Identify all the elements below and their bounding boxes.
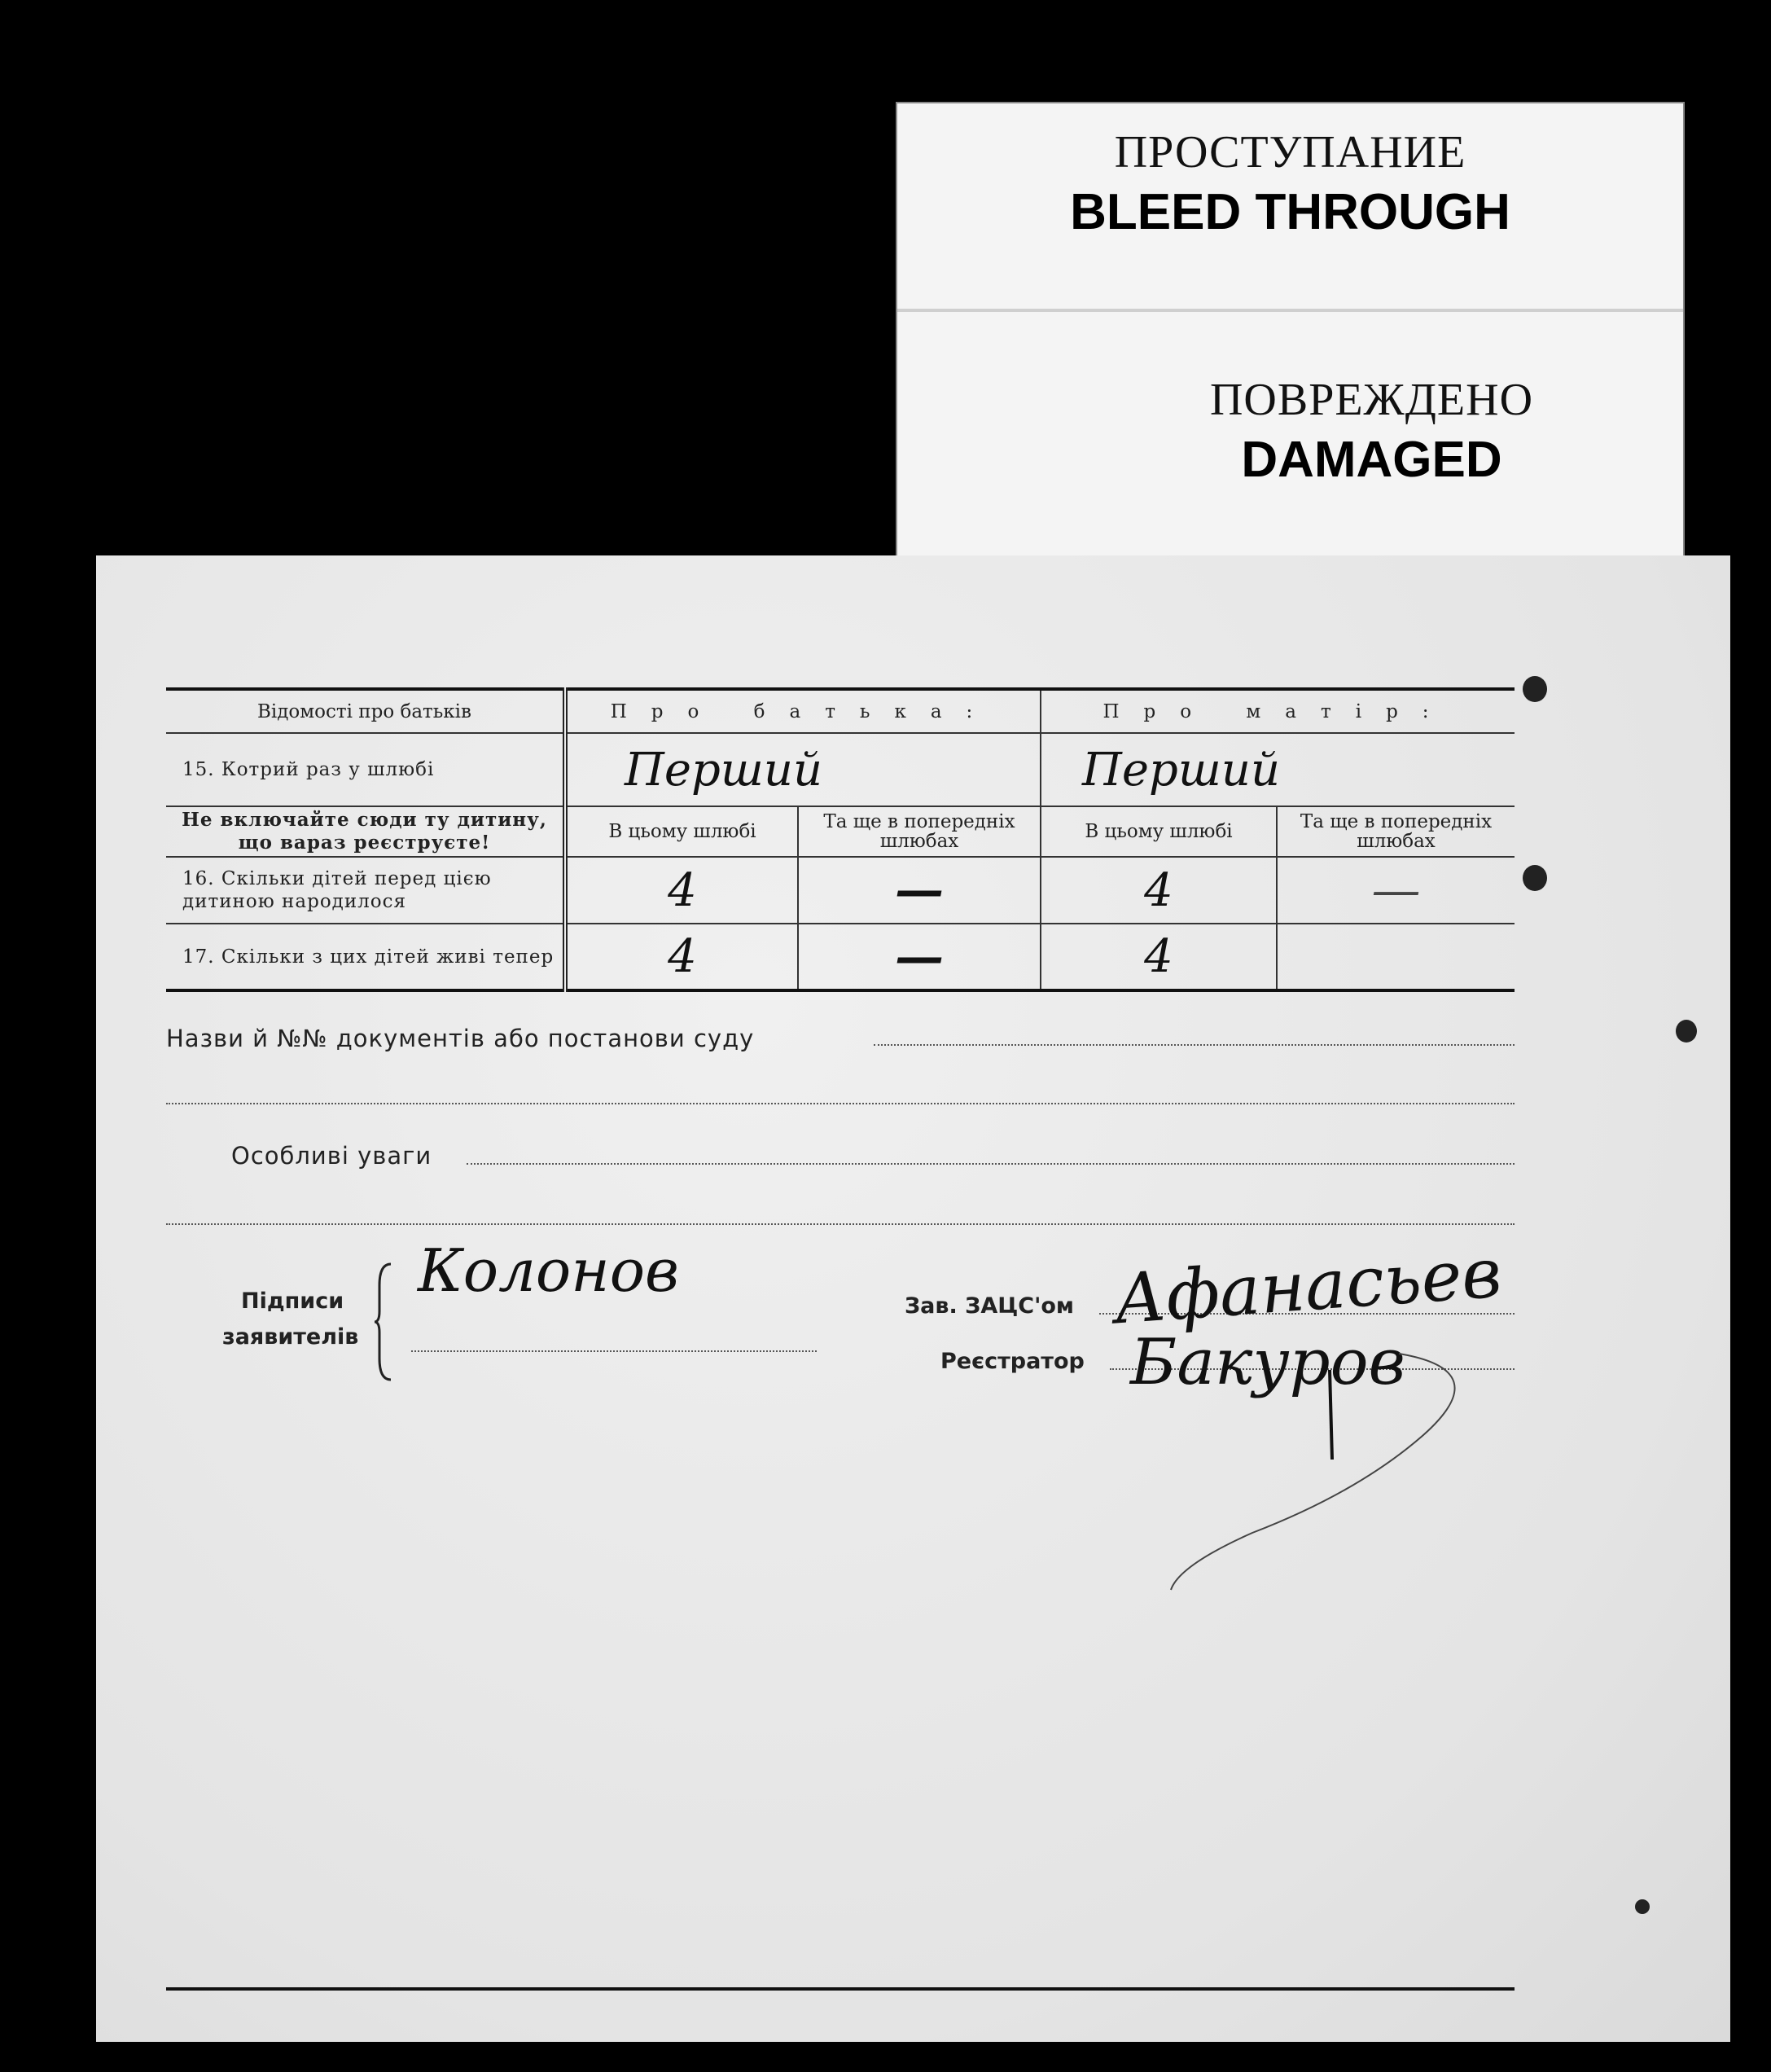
subheader-mother-prev: Та ще в попередніх шлюбах — [1277, 806, 1515, 857]
table-row-17 — [166, 924, 1515, 990]
damage-mark — [1635, 1899, 1650, 1914]
subheader-mother-this: В цьому шлюбі — [1041, 806, 1277, 857]
bleed-through-en: BLEED THROUGH — [1070, 184, 1510, 240]
row16-mother-prev: — — [1371, 862, 1421, 919]
row16-father-this: 4 — [668, 863, 697, 917]
head-label: Зав. ЗАЦС'ом — [905, 1293, 1074, 1319]
signature-flourish — [1155, 1337, 1497, 1598]
parents-info-table — [166, 687, 1515, 992]
row15-father-value: Перший — [625, 743, 823, 797]
row16-mother-this-cell — [1041, 857, 1277, 924]
row16-label: 16. Скільки дітей перед цією дитиною народилося — [166, 857, 565, 924]
header-father: Про батька: — [565, 689, 1041, 733]
documents-line-2 — [166, 1103, 1515, 1104]
row17-father-this-cell — [565, 924, 798, 990]
binder-hole — [1523, 865, 1547, 891]
row17-mother-this: 4 — [1144, 930, 1173, 983]
remarks-line-1 — [467, 1163, 1515, 1165]
applicants-label-1: Підписи — [241, 1288, 344, 1314]
row17-label: 17. Скільки з цих дітей живі тепер — [166, 924, 565, 990]
row16-father-prev: — — [895, 862, 944, 919]
table-header-row — [166, 689, 1515, 733]
applicant-signature-line — [411, 1350, 817, 1352]
row15-father-cell — [565, 733, 1041, 806]
damage-notice-card — [896, 102, 1685, 561]
registry-form-page — [96, 555, 1730, 2042]
head-signature: Афанасьев — [1111, 1232, 1505, 1340]
subheader-note: Не включайте сюди ту дитину, що вараз реєструєте! — [166, 806, 565, 857]
table-row-16 — [166, 857, 1515, 924]
header-mother: Про матір: — [1041, 689, 1515, 733]
header-parents-info: Відомості про батьків — [166, 689, 565, 733]
bottom-rule — [166, 1987, 1515, 1991]
subheader-father-this: В цьому шлюбі — [565, 806, 798, 857]
damaged-ru: ПОВРЕЖДЕНО — [1209, 375, 1534, 425]
damaged-en: DAMAGED — [1241, 432, 1502, 488]
row16-mother-this: 4 — [1144, 863, 1173, 917]
table-subheader-row — [166, 806, 1515, 857]
row15-mother-cell — [1041, 733, 1515, 806]
row17-father-this: 4 — [668, 930, 697, 983]
row15-label: 15. Котрий раз у шлюбі — [166, 733, 565, 806]
binder-hole — [1523, 676, 1547, 702]
applicants-brace — [373, 1261, 397, 1383]
row16-father-prev-cell — [798, 857, 1041, 924]
table-row-15 — [166, 733, 1515, 806]
card-fold-line — [897, 309, 1683, 312]
row17-father-prev: — — [895, 928, 944, 986]
documents-line-1 — [874, 1044, 1515, 1046]
documents-label: Назви й №№ документів або постанови суду — [166, 1025, 755, 1052]
row17-father-prev-cell — [798, 924, 1041, 990]
binder-hole — [1676, 1020, 1697, 1043]
row17-mother-this-cell — [1041, 924, 1277, 990]
row15-mother-value: Перший — [1082, 743, 1281, 797]
row16-mother-prev-cell — [1277, 857, 1515, 924]
row17-mother-prev-cell — [1277, 924, 1515, 990]
remarks-label: Особливі уваги — [231, 1142, 432, 1170]
applicant-signature: Колонов — [418, 1236, 679, 1305]
registrar-signature: Бакуров — [1130, 1326, 1405, 1399]
applicants-label-2: заявителів — [222, 1324, 359, 1350]
remarks-line-2 — [166, 1223, 1515, 1225]
row16-father-this-cell — [565, 857, 798, 924]
subheader-father-prev: Та ще в попередніх шлюбах — [798, 806, 1041, 857]
registrar-label: Реєстратор — [940, 1349, 1085, 1374]
bleed-through-ru: ПРОСТУПАНИЕ — [1114, 127, 1466, 178]
